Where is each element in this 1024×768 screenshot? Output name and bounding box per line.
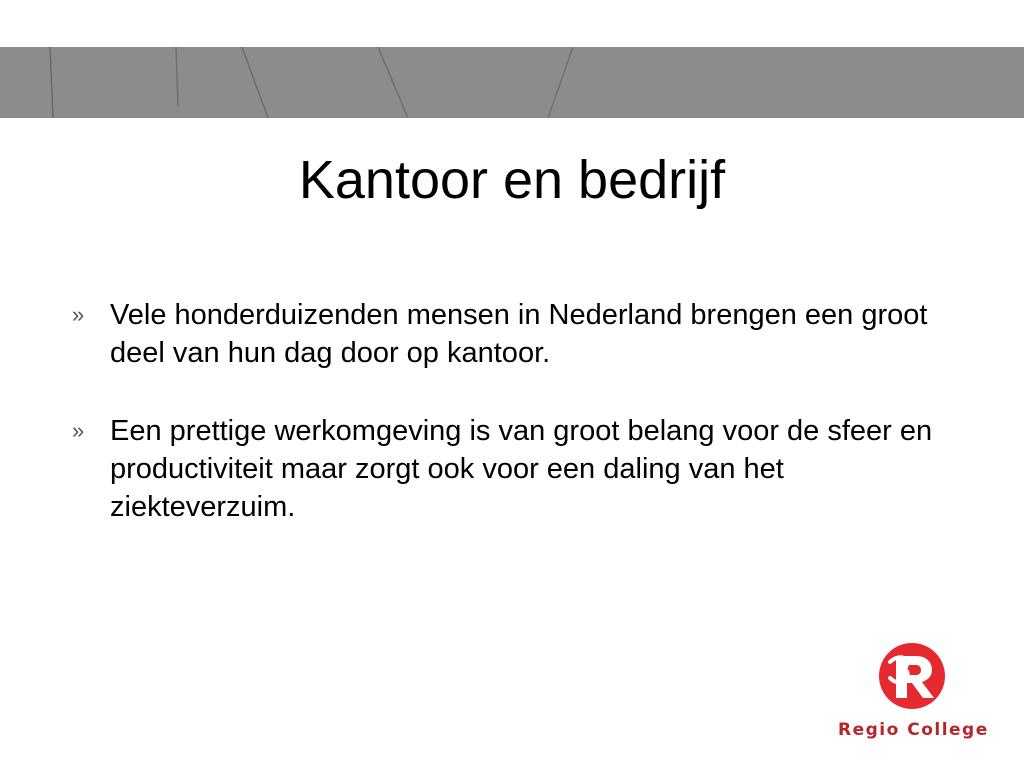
logo-wordmark: Regio College bbox=[838, 720, 989, 740]
bullet-item bbox=[72, 296, 972, 372]
bullet-marker: » bbox=[72, 302, 85, 327]
regio-college-r-icon bbox=[878, 642, 946, 710]
bullet-text: Een prettige werkomgeving is van groot belang voor de sfeer en productiviteit maar zorgt ook voor een daling van het ziekteverzuim. bbox=[110, 415, 933, 523]
banner-texture bbox=[0, 47, 1024, 118]
header-banner bbox=[0, 47, 1024, 118]
slide-title: Kantoor en bedrijf bbox=[298, 150, 726, 210]
bullet-list bbox=[72, 296, 972, 566]
bullet-text: Vele honderduizenden mensen in Nederland brengen een groot deel van hun dag door op kantoor. bbox=[110, 299, 928, 369]
bullet-item bbox=[72, 412, 972, 526]
regio-college-logo bbox=[834, 640, 994, 750]
bullet-marker: » bbox=[72, 418, 85, 443]
